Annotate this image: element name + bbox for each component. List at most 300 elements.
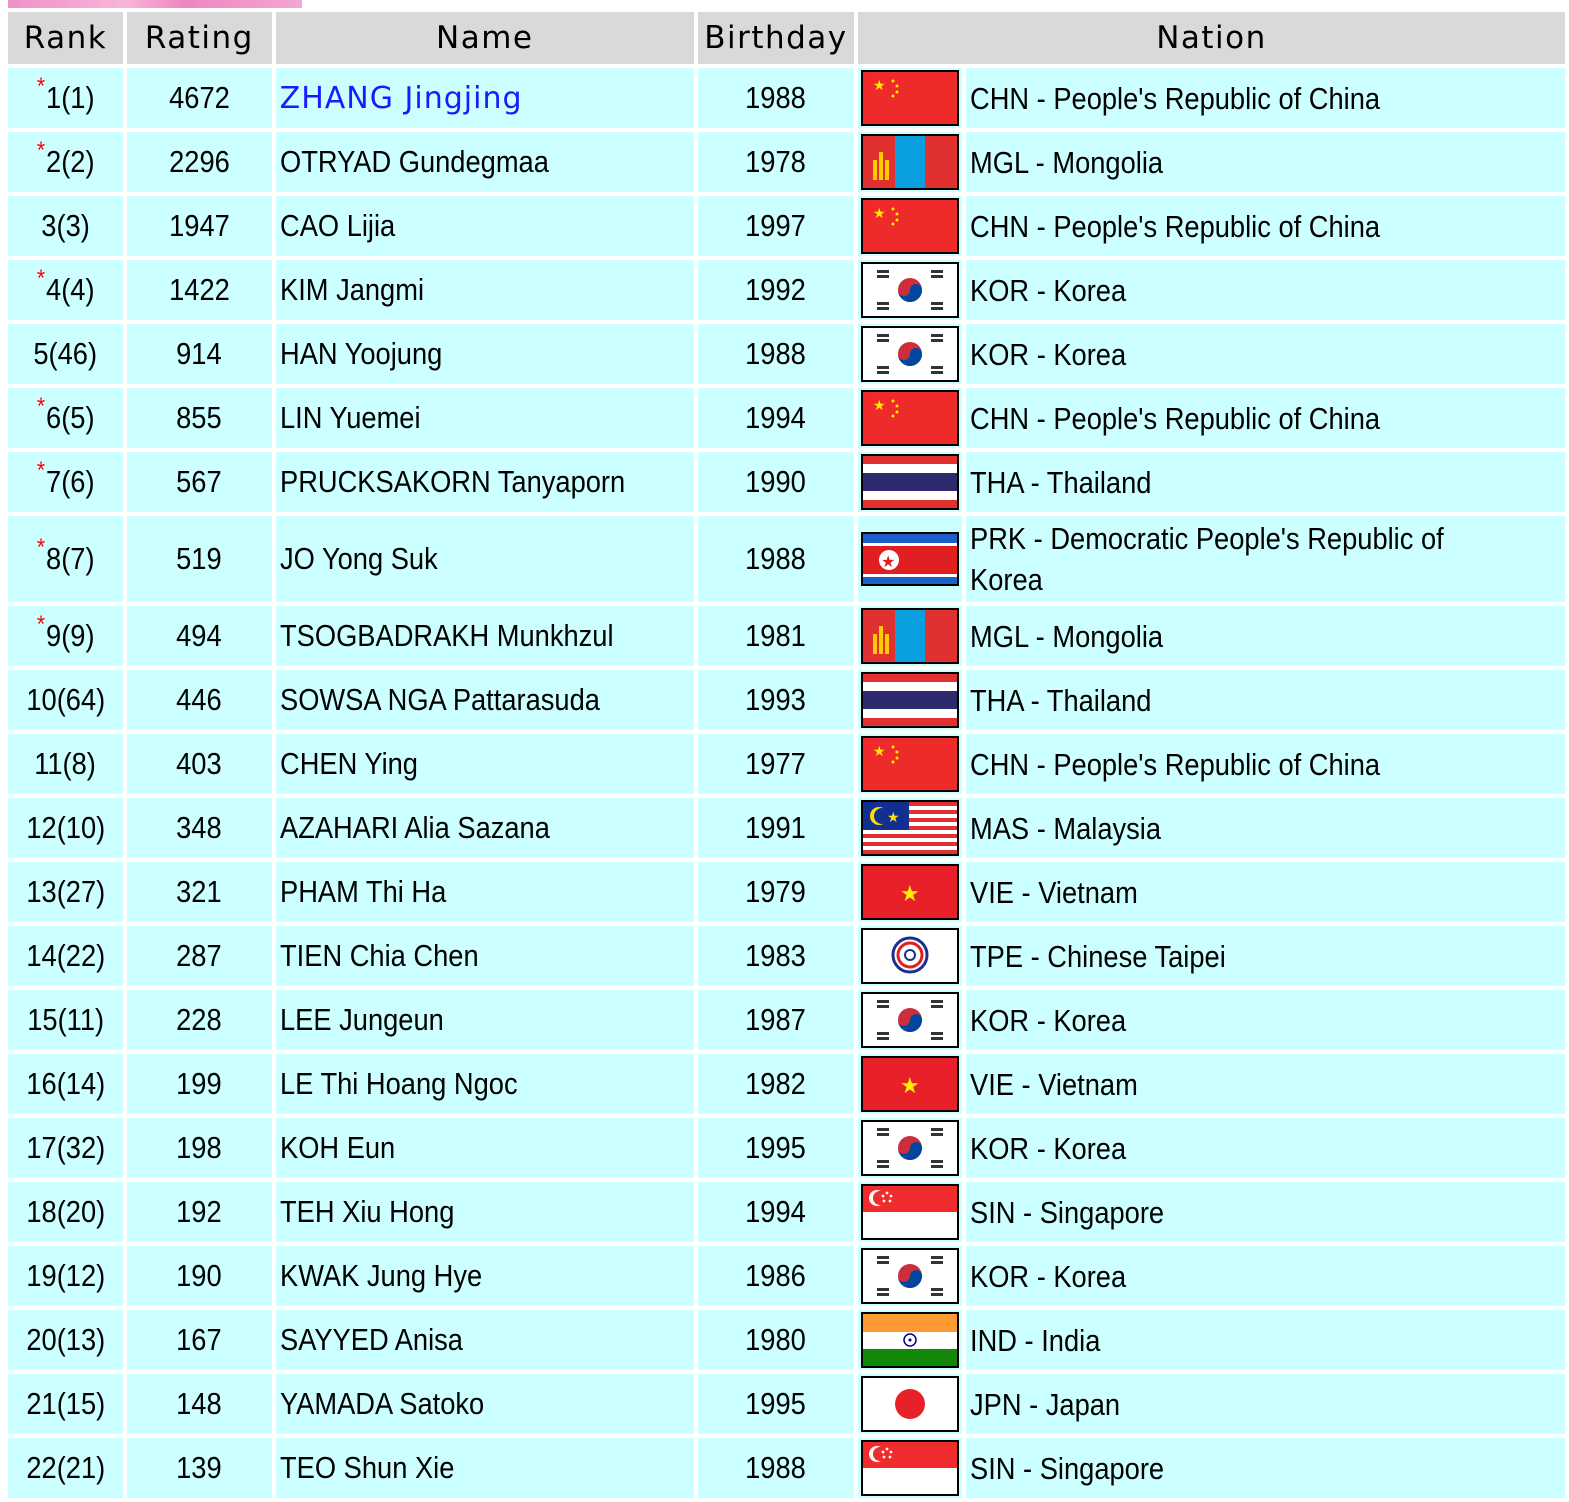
rating-value: 1947: [169, 208, 230, 243]
birthday-value: 1978: [745, 144, 807, 179]
player-name: KWAK Jung Hye: [279, 1258, 482, 1293]
nation-value: VIE - Vietnam: [969, 874, 1138, 910]
nation-value: SIN - Singapore: [969, 1450, 1165, 1486]
star-marker: *: [36, 611, 45, 638]
table-row: [8, 260, 1565, 320]
birthday-cell: [698, 68, 854, 128]
nation-value: MGL - Mongolia: [969, 144, 1164, 180]
star-marker: *: [36, 534, 45, 561]
rating-cell: [127, 516, 272, 602]
table-row: [8, 1182, 1565, 1242]
rating-value: 139: [176, 1450, 223, 1485]
player-name: PRUCKSAKORN Tanyaporn: [279, 464, 625, 499]
player-name: TEH Xiu Hong: [279, 1194, 455, 1229]
name-cell: [276, 196, 694, 256]
rating-value: 1422: [169, 272, 230, 307]
birthday-cell: [698, 990, 854, 1050]
table-row: [8, 606, 1565, 666]
ranking-table: [4, 8, 1569, 1502]
nation-value: MGL - Mongolia: [969, 618, 1164, 654]
flag-cell: [858, 990, 962, 1050]
name-cell: [276, 516, 694, 602]
birthday-cell: [698, 516, 854, 602]
rank-cell: [8, 1246, 123, 1306]
rank-cell: [8, 670, 123, 730]
birthday-cell: [698, 132, 854, 192]
table-row: [8, 132, 1565, 192]
header-nation[interactable]: Nation: [858, 12, 1565, 64]
birthday-cell: [698, 452, 854, 512]
player-name-link[interactable]: ZHANG Jingjing: [279, 81, 523, 116]
nation-cell: [966, 388, 1565, 448]
table-row: [8, 734, 1565, 794]
nation-cell: [966, 1118, 1565, 1178]
flag-cell: [858, 1054, 962, 1114]
rank-value: 22(21): [26, 1450, 105, 1485]
name-cell: [276, 862, 694, 922]
nation-value: KOR - Korea: [969, 272, 1127, 308]
player-name: YAMADA Satoko: [279, 1386, 484, 1421]
rating-value: 403: [176, 746, 223, 781]
north-korea-flag-icon: [861, 532, 959, 586]
rank-cell: [8, 734, 123, 794]
rating-cell: [127, 324, 272, 384]
rank-cell: [8, 196, 123, 256]
nation-value: PRK - Democratic People's Republic of Korea: [969, 521, 1444, 597]
rank-cell: [8, 1182, 123, 1242]
rating-cell: [127, 670, 272, 730]
player-name: KOH Eun: [279, 1130, 395, 1165]
rating-value: 190: [176, 1258, 223, 1293]
name-cell: [276, 1246, 694, 1306]
birthday-cell: [698, 1118, 854, 1178]
thailand-flag-icon: [861, 454, 959, 510]
star-marker: *: [36, 73, 45, 100]
table-row: [8, 1118, 1565, 1178]
birthday-value: 1988: [745, 80, 807, 115]
birthday-cell: [698, 1310, 854, 1370]
rank-value: 9(9): [45, 618, 95, 653]
name-cell: [276, 1118, 694, 1178]
rank-cell: [8, 68, 123, 128]
south-korea-flag-icon: [861, 326, 959, 382]
flag-cell: [858, 324, 962, 384]
south-korea-flag-icon: [861, 992, 959, 1048]
rating-value: 167: [176, 1322, 223, 1357]
table-row: [8, 1310, 1565, 1370]
rating-cell: [127, 1182, 272, 1242]
rating-cell: [127, 798, 272, 858]
rating-cell: [127, 1246, 272, 1306]
rank-cell: [8, 452, 123, 512]
rank-value: 18(20): [26, 1194, 105, 1229]
name-cell: [276, 734, 694, 794]
header-name[interactable]: Name: [276, 12, 694, 64]
nation-value: KOR - Korea: [969, 336, 1127, 372]
table-body: [8, 68, 1565, 1498]
rating-cell: [127, 990, 272, 1050]
rating-value: 198: [176, 1130, 223, 1165]
nation-value: TPE - Chinese Taipei: [969, 938, 1226, 974]
flag-cell: [858, 68, 962, 128]
birthday-cell: [698, 1438, 854, 1498]
nation-value: THA - Thailand: [969, 464, 1152, 500]
table-row: [8, 1438, 1565, 1498]
singapore-flag-icon: [861, 1440, 959, 1496]
birthday-value: 1983: [745, 938, 807, 973]
flag-cell: [858, 1374, 962, 1434]
birthday-value: 1977: [745, 746, 807, 781]
svg-text:★: ★: [872, 206, 886, 222]
rating-cell: [127, 388, 272, 448]
china-flag-icon: [861, 70, 959, 126]
name-cell: [276, 990, 694, 1050]
rank-value: 3(3): [41, 208, 90, 243]
table-row: [8, 1374, 1565, 1434]
table-header-row: [8, 12, 1565, 64]
rank-value: 12(10): [26, 810, 105, 845]
nation-cell: [966, 926, 1565, 986]
nation-cell: [966, 196, 1565, 256]
nation-cell: [966, 1182, 1565, 1242]
nation-value: JPN - Japan: [969, 1386, 1121, 1422]
vietnam-flag-icon: [861, 864, 959, 920]
table-row: [8, 798, 1565, 858]
mongolia-flag-icon: [861, 134, 959, 190]
rank-cell: [8, 1310, 123, 1370]
rank-cell: [8, 990, 123, 1050]
birthday-value: 1995: [745, 1386, 807, 1421]
mongolia-flag-icon: [861, 608, 959, 664]
svg-text:★: ★: [899, 1074, 920, 1099]
birthday-cell: [698, 1374, 854, 1434]
header-rank[interactable]: Rank: [8, 12, 123, 64]
svg-text:★: ★: [872, 78, 886, 94]
flag-cell: [858, 670, 962, 730]
rating-cell: [127, 926, 272, 986]
header-rating[interactable]: Rating: [127, 12, 272, 64]
birthday-value: 1988: [745, 541, 807, 576]
japan-flag-icon: [861, 1376, 959, 1432]
birthday-cell: [698, 606, 854, 666]
player-name: HAN Yoojung: [279, 336, 442, 371]
thailand-flag-icon: [861, 672, 959, 728]
name-cell: [276, 1438, 694, 1498]
nation-cell: [966, 734, 1565, 794]
rating-cell: [127, 1054, 272, 1114]
flag-cell: [858, 1310, 962, 1370]
birthday-cell: [698, 196, 854, 256]
star-marker: *: [36, 265, 45, 292]
flag-cell: [858, 388, 962, 448]
table-row: [8, 388, 1565, 448]
flag-cell: [858, 132, 962, 192]
flag-cell: [858, 1246, 962, 1306]
table-row: [8, 196, 1565, 256]
nation-value: THA - Thailand: [969, 682, 1152, 718]
name-cell: [276, 324, 694, 384]
birthday-value: 1987: [745, 1002, 807, 1037]
birthday-value: 1986: [745, 1258, 807, 1293]
rank-cell: [8, 1438, 123, 1498]
china-flag-icon: [861, 390, 959, 446]
birthday-cell: [698, 1182, 854, 1242]
rank-cell: [8, 132, 123, 192]
svg-text:★: ★: [886, 810, 900, 826]
rating-cell: [127, 606, 272, 666]
table-row: [8, 862, 1565, 922]
birthday-value: 1994: [745, 400, 807, 435]
flag-cell: [858, 798, 962, 858]
nation-cell: [966, 516, 1565, 602]
birthday-cell: [698, 1246, 854, 1306]
rating-value: 914: [176, 336, 223, 371]
birthday-value: 1990: [745, 464, 807, 499]
nation-cell: [966, 990, 1565, 1050]
player-name: AZAHARI Alia Sazana: [279, 810, 550, 845]
rank-value: 10(64): [26, 682, 105, 717]
nation-cell: [966, 1054, 1565, 1114]
rank-cell: [8, 926, 123, 986]
birthday-value: 1997: [745, 208, 807, 243]
birthday-value: 1994: [745, 1194, 807, 1229]
flag-cell: [858, 196, 962, 256]
player-name: PHAM Thi Ha: [279, 874, 446, 909]
nation-value: VIE - Vietnam: [969, 1066, 1138, 1102]
name-cell: [276, 1182, 694, 1242]
flag-cell: [858, 452, 962, 512]
rank-value: 11(8): [34, 746, 97, 781]
rating-value: 494: [176, 618, 223, 653]
nation-cell: [966, 606, 1565, 666]
rating-cell: [127, 1310, 272, 1370]
player-name: KIM Jangmi: [279, 272, 424, 307]
birthday-cell: [698, 734, 854, 794]
nation-cell: [966, 1374, 1565, 1434]
rank-cell: [8, 388, 123, 448]
china-flag-icon: [861, 198, 959, 254]
nation-cell: [966, 68, 1565, 128]
svg-text:★: ★: [899, 882, 920, 907]
table-row: [8, 1246, 1565, 1306]
nation-cell: [966, 670, 1565, 730]
player-name: LE Thi Hoang Ngoc: [279, 1066, 518, 1101]
rank-value: 8(7): [45, 541, 95, 576]
nation-value: IND - India: [969, 1322, 1101, 1358]
rating-cell: [127, 68, 272, 128]
rating-cell: [127, 1374, 272, 1434]
flag-cell: [858, 1438, 962, 1498]
rank-value: 14(22): [26, 938, 105, 973]
nation-cell: [966, 132, 1565, 192]
birthday-value: 1979: [745, 874, 807, 909]
table-row: [8, 452, 1565, 512]
table-row: [8, 516, 1565, 602]
rank-value: 7(6): [45, 464, 95, 499]
rank-value: 1(1): [45, 80, 95, 115]
flag-cell: [858, 606, 962, 666]
flag-cell: [858, 734, 962, 794]
rank-cell: [8, 516, 123, 602]
star-marker: *: [36, 137, 45, 164]
birthday-cell: [698, 388, 854, 448]
nation-cell: [966, 1246, 1565, 1306]
rating-value: 446: [176, 682, 223, 717]
flag-cell: [858, 1118, 962, 1178]
rank-value: 16(14): [26, 1066, 105, 1101]
player-name: LEE Jungeun: [279, 1002, 444, 1037]
player-name: SOWSA NGA Pattarasuda: [279, 682, 600, 717]
rank-value: 6(5): [45, 400, 95, 435]
star-marker: *: [36, 457, 45, 484]
rank-cell: [8, 1118, 123, 1178]
rank-cell: [8, 798, 123, 858]
rank-cell: [8, 324, 123, 384]
table-row: [8, 926, 1565, 986]
player-photo-strip: [8, 0, 302, 8]
table-row: [8, 1054, 1565, 1114]
rating-cell: [127, 452, 272, 512]
name-cell: [276, 452, 694, 512]
nation-value: KOR - Korea: [969, 1130, 1127, 1166]
vietnam-flag-icon: [861, 1056, 959, 1112]
table-row: [8, 990, 1565, 1050]
rating-value: 2296: [169, 144, 230, 179]
flag-cell: [858, 1182, 962, 1242]
flag-cell: [858, 862, 962, 922]
rank-value: 21(15): [26, 1386, 105, 1421]
birthday-cell: [698, 798, 854, 858]
rating-value: 4672: [169, 80, 230, 115]
rating-cell: [127, 1118, 272, 1178]
flag-cell: [858, 516, 962, 602]
flag-cell: [858, 926, 962, 986]
table-row: [8, 324, 1565, 384]
player-name: CAO Lijia: [279, 208, 395, 243]
birthday-value: 1993: [745, 682, 807, 717]
rank-value: 17(32): [26, 1130, 105, 1165]
table-row: [8, 670, 1565, 730]
rating-cell: [127, 734, 272, 794]
rating-cell: [127, 260, 272, 320]
birthday-cell: [698, 1054, 854, 1114]
name-cell: [276, 1374, 694, 1434]
rank-value: 5(46): [33, 336, 98, 371]
birthday-value: 1982: [745, 1066, 807, 1101]
svg-text:★: ★: [880, 552, 896, 571]
rating-value: 228: [176, 1002, 223, 1037]
name-cell: [276, 68, 694, 128]
birthday-cell: [698, 926, 854, 986]
star-marker: *: [36, 393, 45, 420]
name-cell: [276, 132, 694, 192]
nation-value: KOR - Korea: [969, 1258, 1127, 1294]
birthday-value: 1991: [745, 810, 807, 845]
india-flag-icon: [861, 1312, 959, 1368]
rating-value: 192: [176, 1194, 223, 1229]
birthday-value: 1992: [745, 272, 807, 307]
rank-cell: [8, 1374, 123, 1434]
china-flag-icon: [861, 736, 959, 792]
nation-cell: [966, 324, 1565, 384]
player-name: TSOGBADRAKH Munkhzul: [279, 618, 614, 653]
rating-cell: [127, 862, 272, 922]
name-cell: [276, 388, 694, 448]
south-korea-flag-icon: [861, 1120, 959, 1176]
rating-value: 855: [176, 400, 223, 435]
rank-cell: [8, 1054, 123, 1114]
rating-value: 321: [176, 874, 223, 909]
rank-value: 2(2): [45, 144, 95, 179]
player-name: TEO Shun Xie: [279, 1450, 455, 1485]
rating-value: 348: [176, 810, 223, 845]
nation-cell: [966, 862, 1565, 922]
rank-cell: [8, 606, 123, 666]
rating-value: 148: [176, 1386, 223, 1421]
birthday-value: 1988: [745, 1450, 807, 1485]
birthday-value: 1995: [745, 1130, 807, 1165]
nation-value: CHN - People's Republic of China: [969, 208, 1381, 244]
malaysia-flag-icon: [861, 800, 959, 856]
svg-text:★: ★: [872, 744, 886, 760]
player-name: JO Yong Suk: [279, 541, 438, 576]
birthday-cell: [698, 670, 854, 730]
nation-value: CHN - People's Republic of China: [969, 400, 1381, 436]
nation-value: CHN - People's Republic of China: [969, 746, 1381, 782]
header-birthday[interactable]: Birthday: [698, 12, 854, 64]
nation-cell: [966, 452, 1565, 512]
name-cell: [276, 606, 694, 666]
flag-cell: [858, 260, 962, 320]
name-cell: [276, 798, 694, 858]
player-name: SAYYED Anisa: [279, 1322, 463, 1357]
birthday-cell: [698, 260, 854, 320]
birthday-cell: [698, 862, 854, 922]
name-cell: [276, 1310, 694, 1370]
table-row: [8, 68, 1565, 128]
south-korea-flag-icon: [861, 262, 959, 318]
rank-value: 4(4): [45, 272, 95, 307]
nation-cell: [966, 1310, 1565, 1370]
rating-value: 287: [176, 938, 223, 973]
nation-value: CHN - People's Republic of China: [969, 80, 1381, 116]
player-name: OTRYAD Gundegmaa: [279, 144, 549, 179]
rating-cell: [127, 1438, 272, 1498]
nation-value: KOR - Korea: [969, 1002, 1127, 1038]
nation-cell: [966, 1438, 1565, 1498]
rating-cell: [127, 132, 272, 192]
birthday-value: 1988: [745, 336, 807, 371]
nation-value: SIN - Singapore: [969, 1194, 1165, 1230]
rank-value: 13(27): [26, 874, 105, 909]
singapore-flag-icon: [861, 1184, 959, 1240]
rating-cell: [127, 196, 272, 256]
name-cell: [276, 670, 694, 730]
name-cell: [276, 926, 694, 986]
rank-value: 20(13): [26, 1322, 105, 1357]
rank-value: 19(12): [26, 1258, 105, 1293]
rank-cell: [8, 260, 123, 320]
nation-cell: [966, 798, 1565, 858]
birthday-value: 1980: [745, 1322, 807, 1357]
name-cell: [276, 260, 694, 320]
rank-cell: [8, 862, 123, 922]
nation-value: MAS - Malaysia: [969, 810, 1161, 846]
svg-text:★: ★: [872, 398, 886, 414]
player-name: TIEN Chia Chen: [279, 938, 479, 973]
birthday-cell: [698, 324, 854, 384]
south-korea-flag-icon: [861, 1248, 959, 1304]
